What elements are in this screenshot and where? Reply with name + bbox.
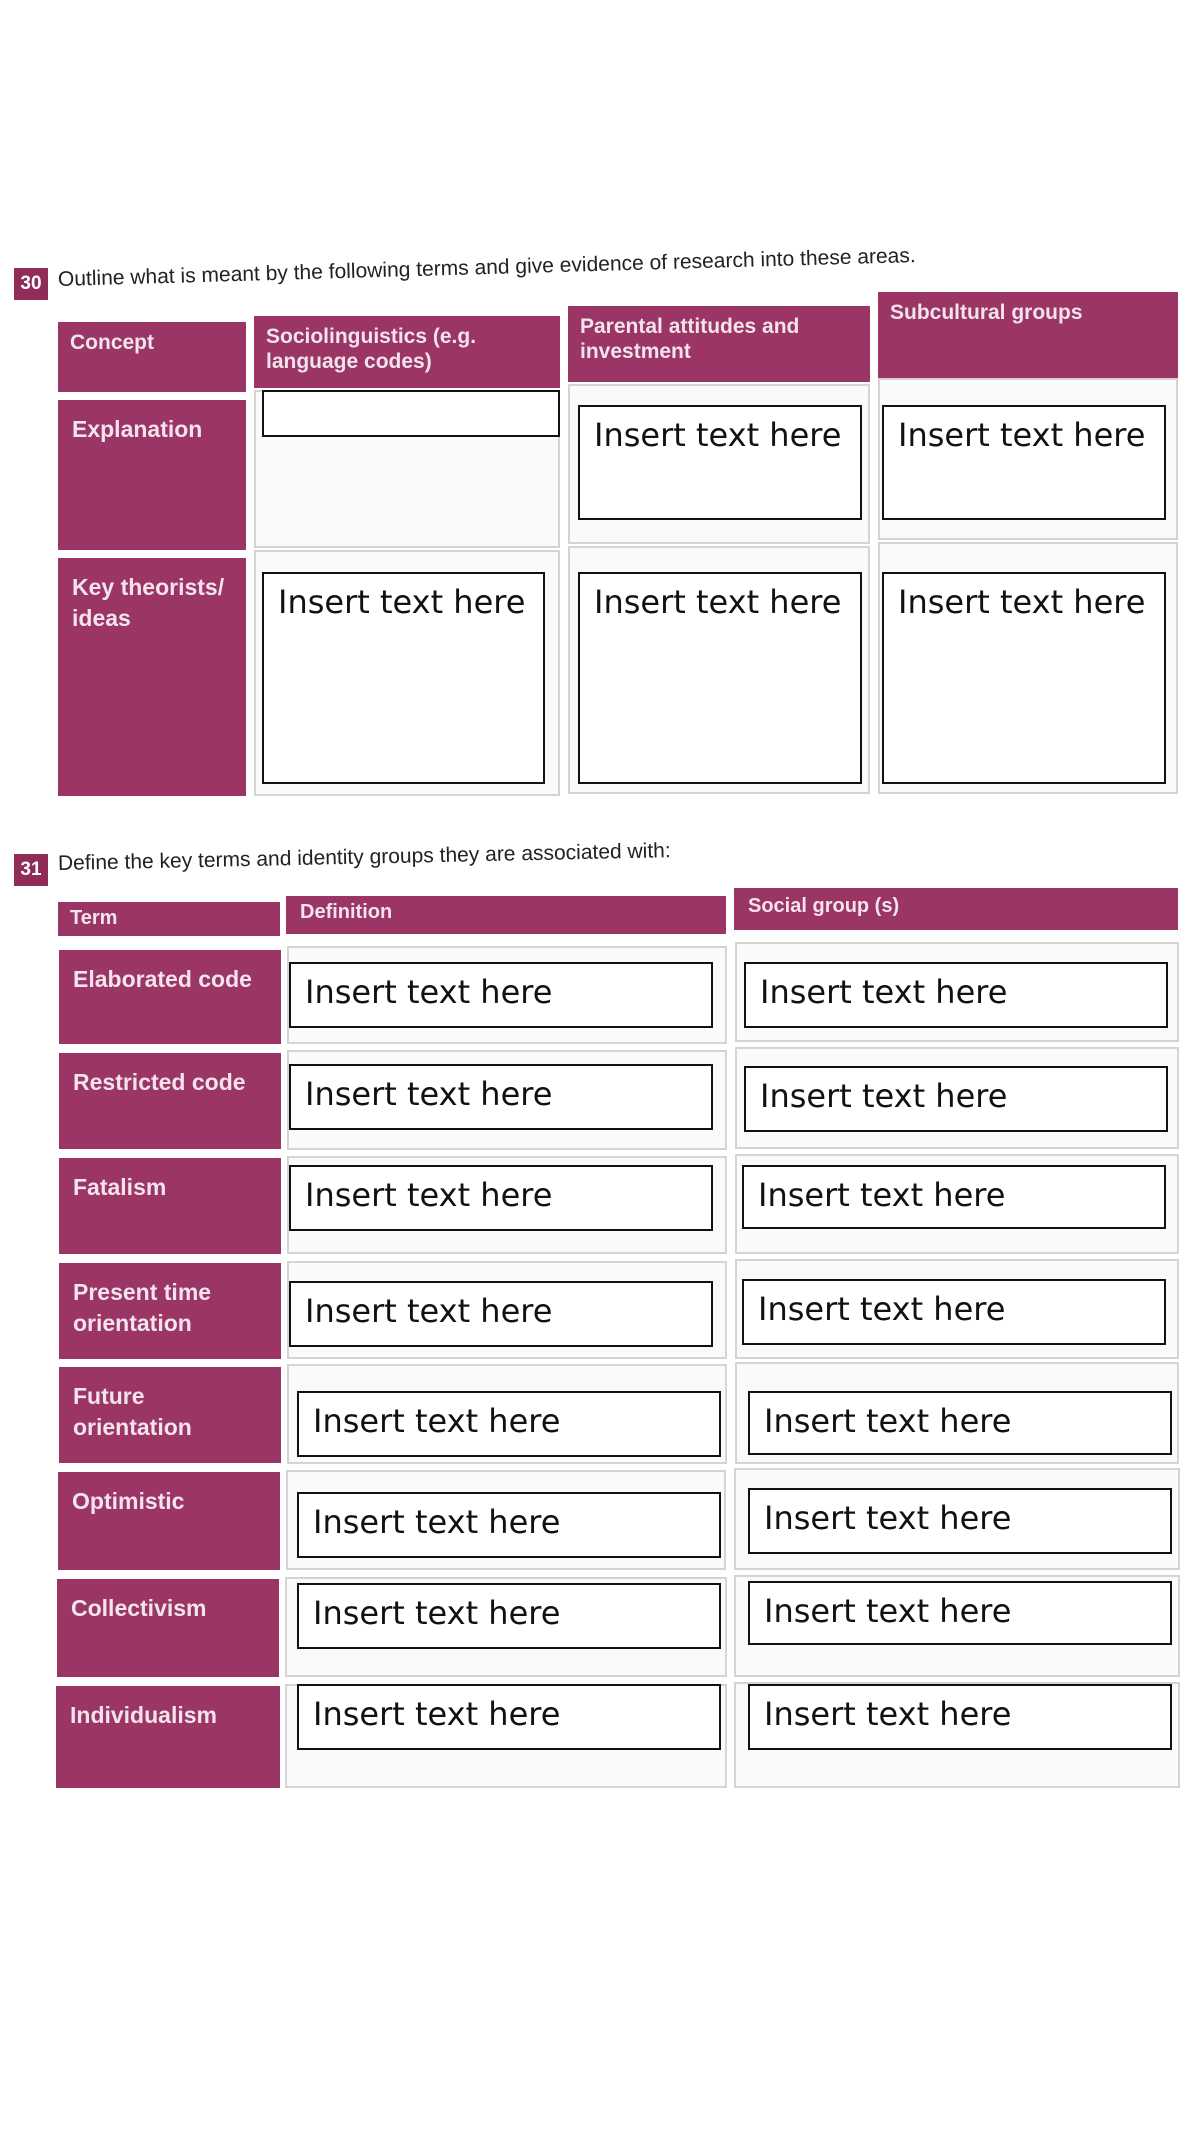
social-fatalism-input[interactable]: Insert text here	[742, 1165, 1166, 1229]
social-present-input[interactable]: Insert text here	[742, 1279, 1166, 1345]
theorists-sociolinguistics-input[interactable]: Insert text here	[262, 572, 545, 784]
social-elaborated-input[interactable]: Insert text here	[744, 962, 1168, 1028]
explanation-sociolinguistics-input[interactable]	[262, 390, 560, 437]
social-optimistic-input[interactable]: Insert text here	[748, 1488, 1172, 1554]
term-present-time-orientation: Present time orientation	[59, 1263, 281, 1359]
social-individualism-input[interactable]: Insert text here	[748, 1684, 1172, 1750]
definition-individualism-input[interactable]: Insert text here	[297, 1684, 721, 1750]
term-optimistic: Optimistic	[58, 1472, 280, 1570]
social-future-input[interactable]: Insert text here	[748, 1391, 1172, 1455]
header-parental-attitudes: Parental attitudes and investment	[568, 306, 870, 382]
term-elaborated-code: Elaborated code	[59, 950, 281, 1044]
header-term: Term	[58, 902, 280, 936]
explanation-parental-input[interactable]: Insert text here	[578, 405, 862, 520]
term-restricted-code: Restricted code	[59, 1053, 281, 1149]
definition-fatalism-input[interactable]: Insert text here	[289, 1165, 713, 1231]
theorists-parental-input[interactable]: Insert text here	[578, 572, 862, 784]
definition-elaborated-input[interactable]: Insert text here	[289, 962, 713, 1028]
term-fatalism: Fatalism	[59, 1158, 281, 1254]
definition-optimistic-input[interactable]: Insert text here	[297, 1492, 721, 1558]
header-definition: Definition	[286, 896, 726, 934]
row-header-key-theorists: Key theorists/ ideas	[58, 558, 246, 796]
header-subcultural-groups: Subcultural groups	[878, 292, 1178, 378]
definition-collectivism-input[interactable]: Insert text here	[297, 1583, 721, 1649]
explanation-subcultural-input[interactable]: Insert text here	[882, 405, 1166, 520]
row-header-explanation: Explanation	[58, 400, 246, 550]
social-restricted-input[interactable]: Insert text here	[744, 1066, 1168, 1132]
header-social-groups: Social group (s)	[734, 888, 1178, 930]
social-collectivism-input[interactable]: Insert text here	[748, 1581, 1172, 1645]
term-future-orientation: Future orientation	[59, 1367, 281, 1463]
definition-present-input[interactable]: Insert text here	[289, 1281, 713, 1347]
definition-future-input[interactable]: Insert text here	[297, 1391, 721, 1457]
question-31-prompt: Define the key terms and identity groups they are associated with:	[57, 839, 671, 875]
header-concept: Concept	[58, 322, 246, 392]
definition-restricted-input[interactable]: Insert text here	[289, 1064, 713, 1130]
header-sociolinguistics: Sociolinguistics (e.g. language codes)	[254, 316, 560, 388]
theorists-subcultural-input[interactable]: Insert text here	[882, 572, 1166, 784]
question-number-30: 30	[14, 268, 48, 300]
term-individualism: Individualism	[56, 1686, 280, 1788]
term-collectivism: Collectivism	[57, 1579, 279, 1677]
question-number-31: 31	[14, 854, 48, 886]
question-30-prompt: Outline what is meant by the following terms and give evidence of research into these areas.	[57, 244, 916, 291]
